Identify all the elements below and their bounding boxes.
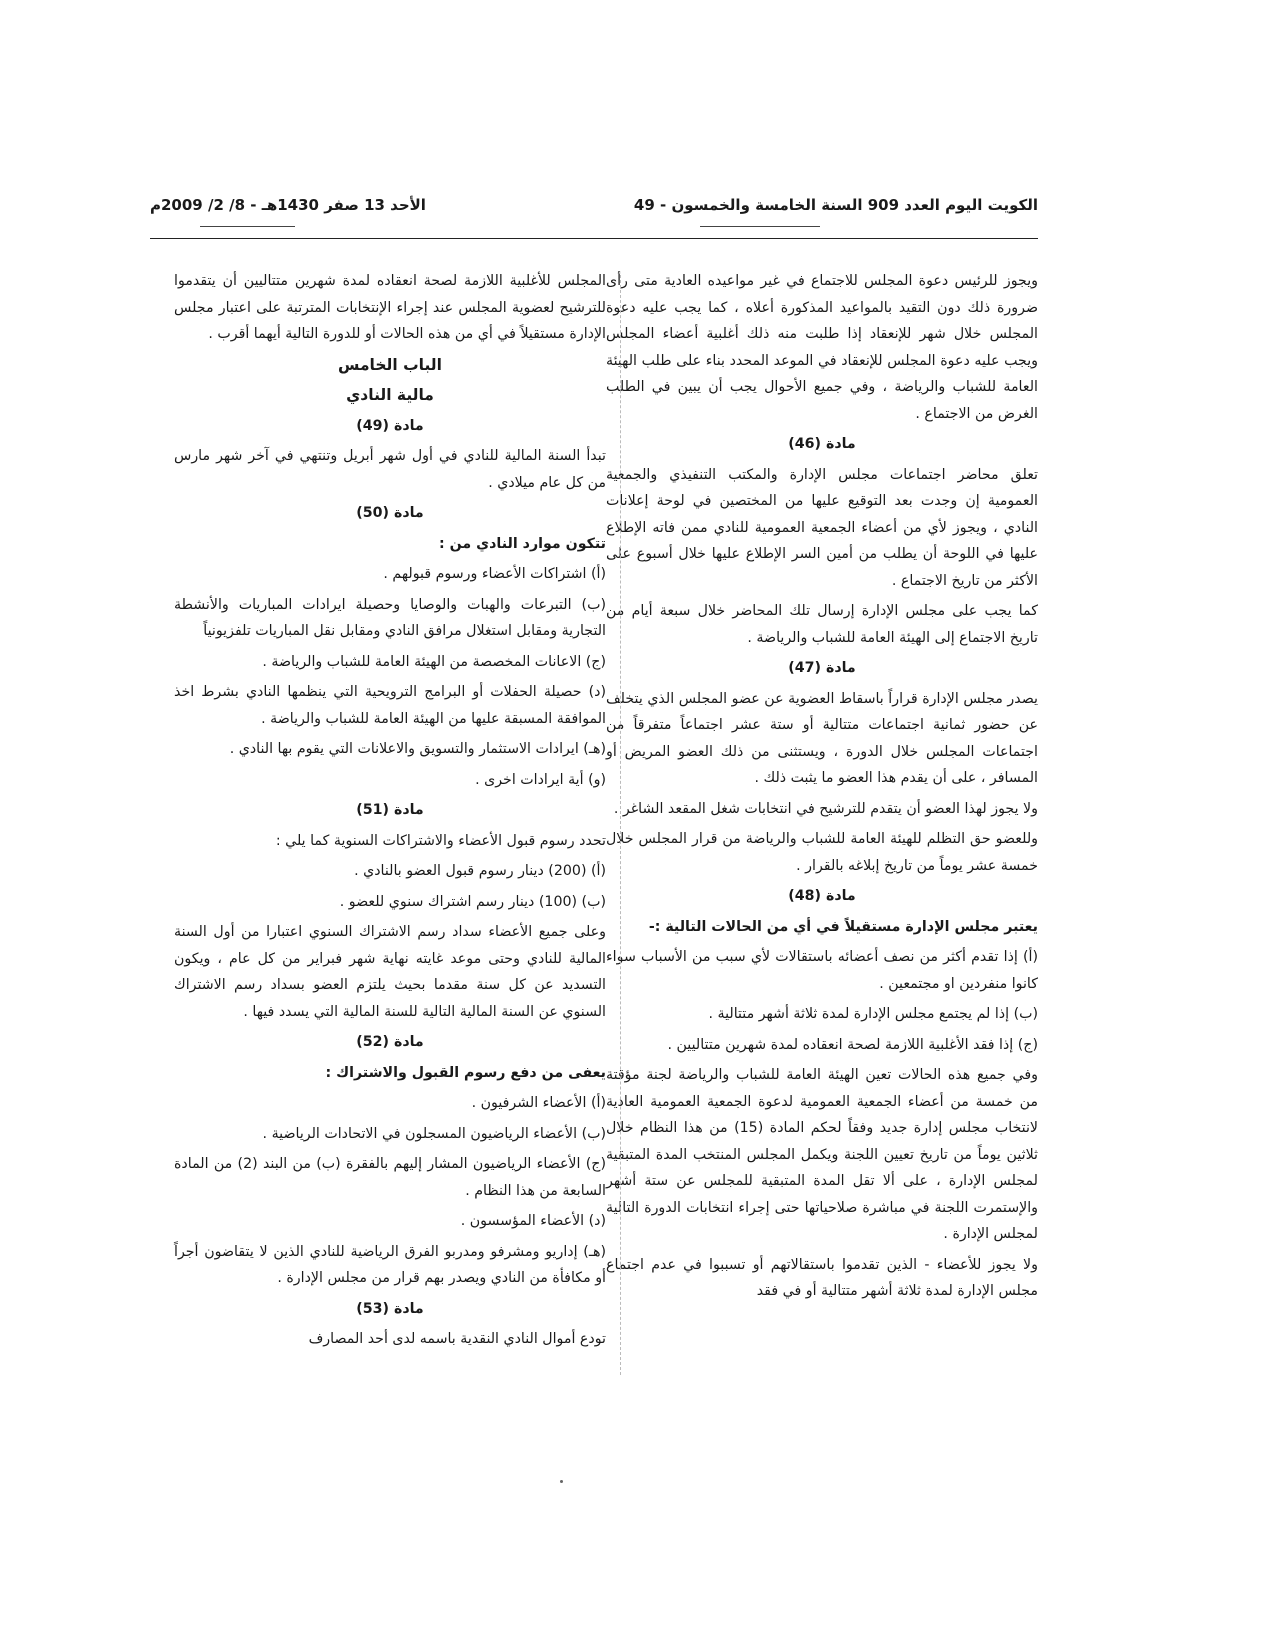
page-speck [560, 1480, 563, 1483]
paragraph: (د) حصيلة الحفلات أو البرامج الترويحية التي ينظمها النادي بشرط اخذ الموافقة المسبقة عليها من الهيئة العامة للشباب والرياضة . [174, 684, 606, 727]
right-column [606, 268, 1038, 1309]
article-heading: مادة (50) [356, 505, 424, 521]
paragraph: وللعضو حق التظلم للهيئة العامة للشباب والرياضة من قرار المجلس خلال خمسة عشر يوماً من تاريخ إبلاغه بالقرار . [606, 831, 1038, 874]
paragraph: ولا يجوز لهذا العضو أن يتقدم للترشيح في انتخابات شغل المقعد الشاغر . [613, 800, 1038, 817]
paragraph: (أ) إذا تقدم أكثر من نصف أعضائه باستقالات لأي سبب من الأسباب سواء كانوا منفردين او مجتمعين . [606, 949, 1038, 992]
chapter-heading: الباب الخامس [338, 355, 442, 374]
paragraph: تودع أموال النادي النقدية باسمه لدى أحد المصارف [308, 1331, 606, 1347]
paragraph: يصدر مجلس الإدارة قراراً باسقاط العضوية عن عضو المجلس الذي يتخلف عن حضور ثمانية اجتماعات متتالية أو ستة عشر اجتماعاً متفرقاً من اجتماعات المجلس خلال الدورة ، ويستثنى من ذلك العضو المريض أو المسافر ، على أن يقدم هذا العضو ما يثبت ذلك . [606, 690, 1038, 786]
header-underline-left [200, 226, 295, 227]
paragraph: (هـ) ايرادات الاستثمار والتسويق والاعلانات التي يقوم بها النادي . [229, 741, 606, 757]
paragraph: (هـ) إداريو ومشرفو ومدربو الفرق الرياضية للنادي الذين لا يتقاضون أجراً أو مكافأة من النادي ويصدر بهم قرار من مجلس الإدارة . [174, 1243, 606, 1286]
article-heading: مادة (46) [788, 436, 856, 452]
paragraph: (د) الأعضاء المؤسسون . [460, 1213, 606, 1229]
paragraph: (أ) اشتراكات الأعضاء ورسوم قبولهم . [383, 566, 606, 582]
article-heading: مادة (52) [356, 1034, 424, 1050]
article-lead: يعتبر مجلس الإدارة مستقيلاً في أي من الحالات التالية :- [648, 918, 1038, 935]
paragraph: (ب) الأعضاء الرياضيون المسجلون في الاتحادات الرياضية . [262, 1125, 606, 1142]
paragraph: ولا يجوز للأعضاء - الذين تقدموا باستقالاتهم أو تسببوا في عدم اجتماع مجلس الإدارة لمدة ثلاثة أشهر متتالية أو في فقد [606, 1256, 1038, 1299]
page-header [150, 196, 1038, 226]
article-heading: مادة (48) [788, 888, 856, 904]
paragraph: تحدد رسوم قبول الأعضاء والاشتراكات السنوية كما يلي : [275, 832, 606, 849]
paragraph: تعلق محاضر اجتماعات مجلس الإدارة والمكتب التنفيذي والجمعية العمومية إن وجدت بعد التوقيع عليها من المختصين في لوحة إعلانات النادي ، ويجوز لأي من أعضاء الجمعية العمومية للنادي ممن فاته الإطلاع عليها في اللوحة أن يطلب من أمين السر الإطلاع عليها خلال أسبوع على الأكثر من تاريخ الاجتماع . [606, 466, 1038, 589]
paragraph: وفي جميع هذه الحالات تعين الهيئة العامة للشباب والرياضة لجنة مؤقتة من خمسة من أعضاء الجمعية العمومية لدعوة الجمعية العمومية العادية لانتخاب مجلس إدارة جديد وفقاً لحكم المادة (15) من هذا النظام خلال ثلاثين يوماً من تاريخ تعيين اللجنة ويكمل المجلس المنتخب المدة المتبقية لمجلس الإدارة ، على ألا تقل المدة المتبقية للمجلس عن ستة أشهر والإستمرت اللجنة في مباشرة صلاحياتها حتى إجراء انتخابات الدورة التالية لمجلس الإدارة . [606, 1067, 1038, 1242]
paragraph: وعلى جميع الأعضاء سداد رسم الاشتراك السنوي اعتبارا من أول السنة المالية للنادي وحتى موعد غايته نهاية شهر فبراير من كل عام ، ويكون التسديد عن كل سنة مقدما بحيث يلتزم العضو بسداد رسم الاشتراك السنوي عن السنة المالية التالية للسنة المالية التي يسدد فيها . [174, 924, 606, 1020]
paragraph: (ج) الأعضاء الرياضيون المشار إليهم بالفقرة (ب) من البند (2) من المادة السابعة من هذا النظام . [174, 1156, 606, 1199]
paragraph: (أ) الأعضاء الشرفيون . [471, 1095, 606, 1111]
article-heading: مادة (53) [356, 1300, 424, 1317]
paragraph: (و) أية ايرادات اخرى . [475, 771, 606, 788]
paragraph: ويجوز للرئيس دعوة المجلس للاجتماع في غير مواعيده العادية متى رأى ضرورة ذلك دون التقيد بالمواعيد المذكورة أعلاه ، كما يجب عليه دعوة المجلس خلال شهر للإنعقاد إذا طلبت منه ذلك أغلبية أعضاء المجلس ويجب عليه دعوة المجلس للإنعقاد في الموعد المحدد بناء على طلب الهيئة العامة للشباب والرياضة ، وفي جميع الأحوال يجب أن يبين في الطلب الغرض من الاجتماع . [606, 273, 1038, 422]
paragraph: (أ) (200) دينار رسوم قبول العضو بالنادي . [354, 863, 606, 879]
header-publication-info: الكويت اليوم العدد 909 السنة الخامسة والخمسون - 49 [633, 196, 1038, 214]
paragraph: (ب) إذا لم يجتمع مجلس الإدارة لمدة ثلاثة أشهر متتالية . [708, 1006, 1038, 1022]
chapter-heading: مالية النادي [346, 386, 434, 404]
article-lead: يعفى من دفع رسوم القبول والاشتراك : [325, 1064, 606, 1081]
paragraph: (ج) إذا فقد الأغلبية اللازمة لصحة انعقاده لمدة شهرين متتاليين . [667, 1036, 1038, 1053]
paragraph: كما يجب على مجلس الإدارة إرسال تلك المحاضر خلال سبعة أيام من تاريخ الاجتماع إلى الهيئة العامة للشباب والرياضة . [606, 603, 1038, 646]
header-rule [150, 238, 1038, 239]
article-lead: تتكون موارد النادي من : [439, 535, 606, 552]
column-divider [620, 275, 621, 1375]
header-underline-right [700, 226, 820, 227]
paragraph: (ب) التبرعات والهبات والوصايا وحصيلة ايرادات المباريات والأنشطة التجارية ومقابل استغلال مرافق النادي ومقابل نقل المباريات تلفزيونياً [174, 596, 606, 639]
paragraph: المجلس للأغلبية اللازمة لصحة انعقاده لمدة شهرين متتاليين أن يتقدموا للترشيح لعضوية المجلس عند إجراء الإنتخابات المترتبة على اعتبار مجلس الإدارة مستقيلاً في أي من هذه الحالات أو للدورة التالية أيهما أقرب . [174, 273, 606, 342]
header-date: الأحد 13 صفر 1430هـ - 8/ 2/ 2009م [150, 196, 426, 214]
article-heading: مادة (51) [356, 802, 424, 818]
article-heading: مادة (47) [788, 660, 856, 676]
paragraph: تبدأ السنة المالية للنادي في أول شهر أبريل وتنتهي في آخر شهر مارس من كل عام ميلادي . [174, 448, 606, 491]
left-column [174, 268, 606, 1357]
paragraph: (ب) (100) دينار رسم اشتراك سنوي للعضو . [339, 893, 606, 910]
article-heading: مادة (49) [356, 417, 424, 434]
paragraph: (ج) الاعانات المخصصة من الهيئة العامة للشباب والرياضة . [262, 653, 606, 670]
